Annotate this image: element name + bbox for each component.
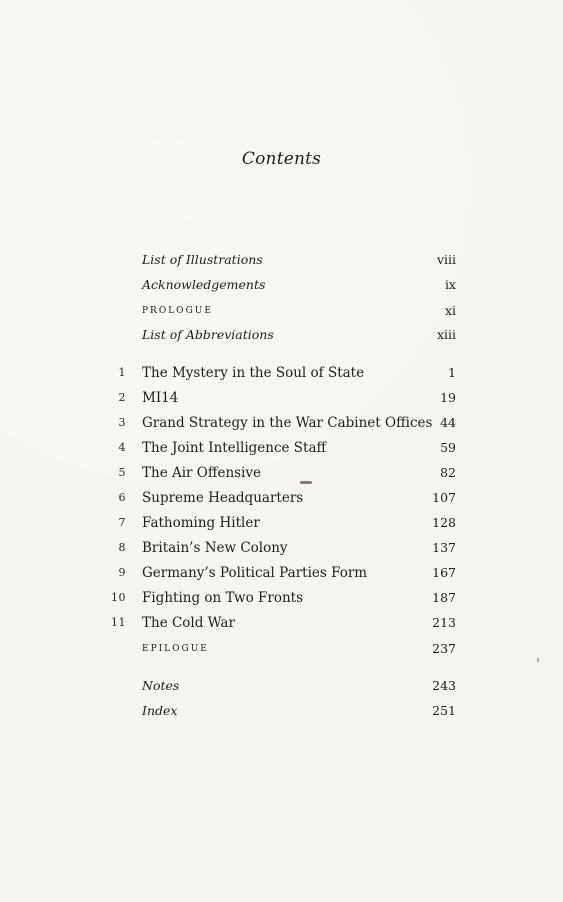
toc-entry-page: 59 — [440, 440, 456, 455]
toc-entry-page: 237 — [432, 641, 456, 656]
toc-entry-page: 251 — [432, 703, 456, 718]
toc-entry-page: ix — [444, 277, 456, 292]
toc-chapter-2 — [0, 388, 563, 408]
toc-chapter-number: 5 — [118, 466, 126, 479]
toc-chapter-1 — [0, 363, 563, 383]
toc-entry-page: 19 — [440, 390, 456, 405]
toc-entry-page: 213 — [432, 615, 456, 630]
toc-entry-epilogue — [0, 639, 563, 659]
toc-entry-page: 128 — [432, 515, 456, 530]
toc-entry-page: xi — [444, 303, 456, 318]
toc-entry-label: The Air Offensive — [142, 465, 261, 481]
toc-entry-label: The Mystery in the Soul of State — [142, 365, 365, 381]
page-title: Contents — [241, 149, 322, 169]
toc-entry-label: Fighting on Two Fronts — [142, 590, 303, 606]
toc-entry-label: PROLOGUE — [142, 306, 213, 316]
toc-chapter-number: 7 — [118, 516, 126, 529]
toc-chapter-number: 6 — [118, 491, 126, 504]
toc-chapter-9 — [0, 563, 563, 583]
toc-entry-page: 82 — [440, 465, 456, 480]
toc-entry-label: The Cold War — [142, 615, 235, 631]
toc-chapter-number: 2 — [118, 391, 126, 404]
toc-entry-page: viii — [436, 252, 456, 267]
toc-entry-label: Supreme Headquarters — [142, 490, 304, 506]
toc-entry-label: Notes — [142, 678, 180, 693]
toc-chapter-8 — [0, 538, 563, 558]
toc-entry-label: List of Illustrations — [142, 252, 263, 267]
toc-entry-label: The Joint Intelligence Staff — [142, 440, 327, 456]
toc-chapter-11 — [0, 613, 563, 633]
toc-entry-page: 137 — [432, 540, 456, 555]
toc-entry-label: Index — [142, 703, 178, 718]
toc-entry-notes — [0, 676, 563, 696]
paper-speck — [537, 658, 539, 662]
toc-entry-list-of-abbreviations — [0, 325, 563, 345]
toc-chapter-number: 3 — [118, 416, 126, 429]
toc-entry-page: 1 — [448, 365, 456, 380]
toc-chapter-number: 9 — [118, 566, 126, 579]
toc-entry-acknowledgements — [0, 275, 563, 295]
toc-entry-label: MI14 — [142, 390, 179, 406]
toc-chapter-4 — [0, 438, 563, 458]
ink-smudge — [300, 481, 312, 484]
toc-entry-label: EPILOGUE — [142, 644, 209, 654]
toc-entry-prologue — [0, 301, 563, 321]
toc-entry-list-of-illustrations — [0, 250, 563, 270]
toc-chapter-number: 8 — [118, 541, 126, 554]
toc-entry-page: 167 — [432, 565, 456, 580]
toc-chapter-5 — [0, 463, 563, 483]
toc-chapter-10 — [0, 588, 563, 608]
toc-entry-page: 107 — [432, 490, 456, 505]
toc-chapter-number: 10 — [111, 591, 126, 604]
toc-chapter-number: 4 — [118, 441, 126, 454]
toc-entry-label: Britain’s New Colony — [142, 540, 288, 556]
toc-entry-label: Grand Strategy in the War Cabinet Offices — [142, 415, 433, 431]
toc-entry-page: xiii — [436, 327, 456, 342]
toc-entry-label: List of Abbreviations — [142, 327, 274, 342]
toc-chapter-6 — [0, 488, 563, 508]
toc-entry-label: Acknowledgements — [142, 277, 266, 292]
toc-entry-page: 187 — [432, 590, 456, 605]
toc-chapter-number: 1 — [118, 366, 126, 379]
toc-chapter-number: 11 — [111, 616, 126, 629]
toc-entry-page: 243 — [432, 678, 456, 693]
toc-entry-label: Germany’s Political Parties Form — [142, 565, 368, 581]
toc-chapter-7 — [0, 513, 563, 533]
toc-chapter-3 — [0, 413, 563, 433]
toc-entry-label: Fathoming Hitler — [142, 515, 260, 531]
toc-entry-index — [0, 701, 563, 721]
toc-entry-page: 44 — [440, 415, 456, 430]
